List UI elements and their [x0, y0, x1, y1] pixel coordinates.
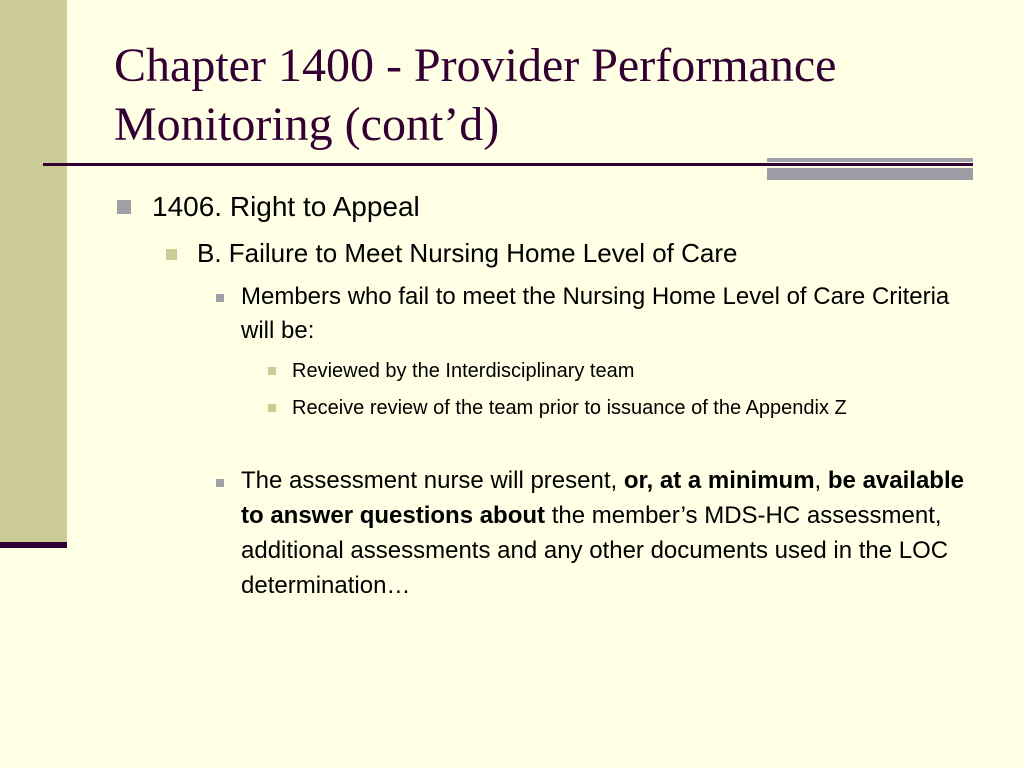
bullet-level4-reviewed	[292, 356, 992, 387]
square-bullet-icon	[268, 367, 276, 375]
square-bullet-icon	[216, 479, 224, 487]
bullet-level4-receive	[292, 393, 882, 424]
square-bullet-icon	[268, 404, 276, 412]
bullet-level4-receive-text: Receive review of the team prior to issuance of the Appendix Z	[292, 397, 847, 419]
assessment-text-part3: the member’s MDS-HC assessment, additional assessments and any other documents used in the LOC determination…	[241, 502, 949, 599]
left-accent-band	[0, 0, 67, 545]
square-bullet-icon	[117, 200, 131, 214]
bullet-level3-assessment	[241, 463, 976, 603]
square-bullet-icon	[166, 249, 177, 260]
bullet-level1	[152, 190, 992, 224]
left-accent-rule	[0, 542, 67, 548]
bullet-level1-text: 1406. Right to Appeal	[152, 191, 420, 222]
bullet-level3-members	[241, 280, 981, 348]
bullet-level3-members-text: Members who fail to meet the Nursing Home Level of Care Criteria will be:	[241, 283, 950, 344]
assessment-text-part1: The assessment nurse will present,	[241, 467, 624, 494]
assessment-text-part2: ,	[814, 467, 828, 494]
square-bullet-icon	[216, 294, 224, 302]
decorative-bar-top	[767, 158, 973, 162]
bullet-level4-reviewed-text: Reviewed by the Interdisciplinary team	[292, 360, 635, 382]
title-divider	[43, 163, 973, 166]
decorative-bar-bottom	[767, 168, 973, 180]
assessment-emphasis-available: be available to answer questions about	[241, 467, 964, 529]
assessment-emphasis-minimum: or, at a minimum	[623, 467, 815, 494]
slide-title: Chapter 1400 - Provider Performance Monitoring (cont’d)	[114, 39, 837, 151]
bullet-level2-text: B. Failure to Meet Nursing Home Level of Care	[197, 238, 738, 268]
bullet-level2	[197, 237, 997, 269]
